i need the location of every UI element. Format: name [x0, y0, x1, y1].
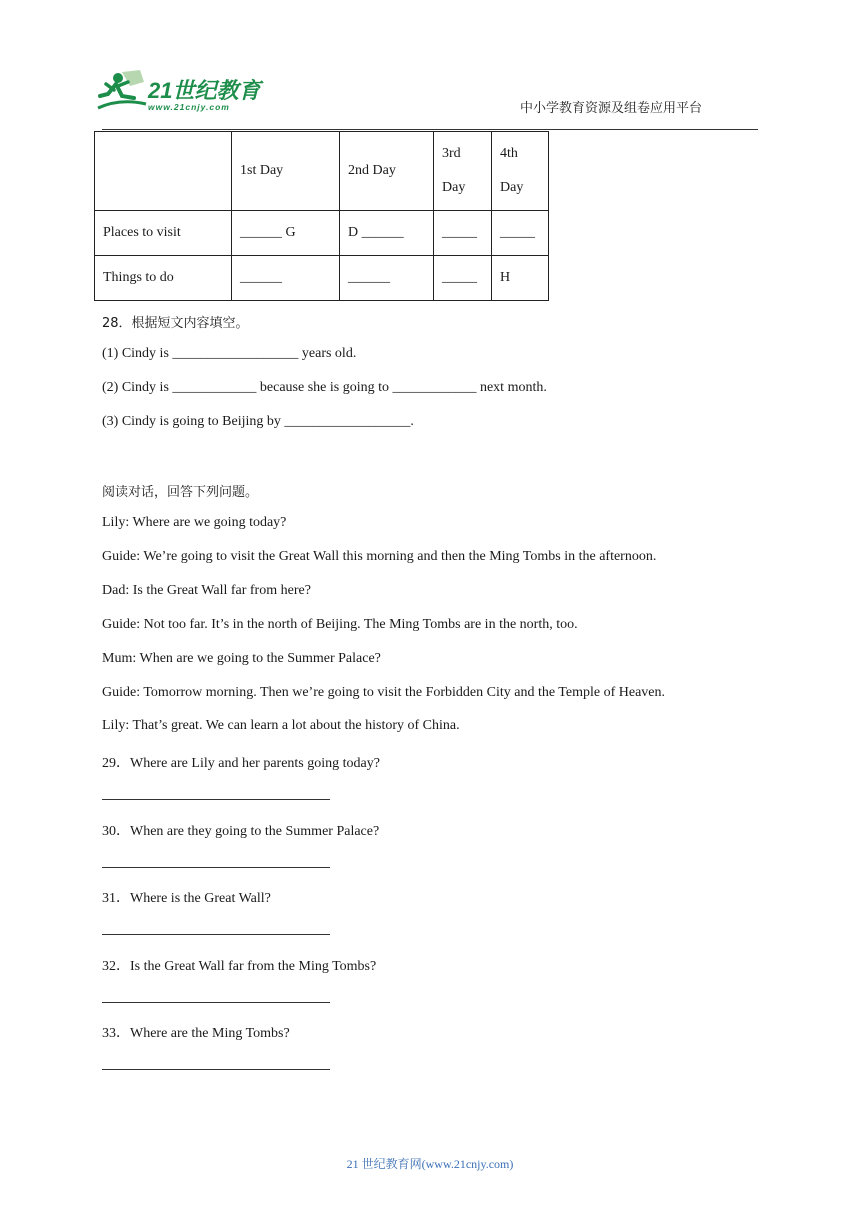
- question-28-item: (2) Cindy is ____________ because she is going to ____________ next month.: [102, 380, 547, 395]
- header-divider: [102, 129, 758, 130]
- site-logo: [96, 68, 266, 116]
- logo-url: www.21cnjy.com: [148, 102, 230, 112]
- runner-logo-icon: [96, 68, 148, 114]
- question-31: 31．Where is the Great Wall?: [102, 891, 271, 906]
- table-cell: _____: [434, 256, 492, 301]
- table-header-cell: [95, 132, 232, 211]
- table-header-cell: 1st Day: [232, 132, 340, 211]
- row-label: Places to visit: [95, 211, 232, 256]
- answer-line-30[interactable]: [102, 867, 330, 868]
- row-label: Things to do: [95, 256, 232, 301]
- table-cell: ______: [340, 256, 434, 301]
- question-33: 33．Where are the Ming Tombs?: [102, 1026, 290, 1041]
- dialogue-line: Mum: When are we going to the Summer Palace?: [102, 651, 381, 666]
- table-header-row: [95, 132, 549, 211]
- question-32: 32．Is the Great Wall far from the Ming Tombs?: [102, 959, 377, 974]
- reading-instruction: 阅读对话，回答下列问题。: [102, 485, 259, 500]
- logo-wordmark: 21世纪教育: [148, 78, 261, 103]
- table-cell: _____: [434, 211, 492, 256]
- table-header-cell: 3rd Day: [434, 132, 492, 211]
- travel-plan-table: [94, 131, 549, 301]
- dialogue-line: Lily: That’s great. We can learn a lot about the history of China.: [102, 718, 460, 733]
- table-cell: H: [492, 256, 549, 301]
- dialogue-line: Lily: Where are we going today?: [102, 515, 287, 530]
- page-header: [0, 0, 860, 135]
- table-cell: ______: [232, 256, 340, 301]
- answer-line-29[interactable]: [102, 799, 330, 800]
- table-header-cell: 4th Day: [492, 132, 549, 211]
- table-header-cell: 2nd Day: [340, 132, 434, 211]
- question-28-item: (3) Cindy is going to Beijing by __________________.: [102, 414, 414, 429]
- dialogue-line: Guide: We’re going to visit the Great Wall this morning and then the Ming Tombs in the afternoon.: [102, 549, 657, 564]
- table-cell: ______ G: [232, 211, 340, 256]
- answer-line-31[interactable]: [102, 934, 330, 935]
- answer-line-32[interactable]: [102, 1002, 330, 1003]
- answer-line-33[interactable]: [102, 1069, 330, 1070]
- table-row: [95, 211, 549, 256]
- page-footer[interactable]: 21 世纪教育网(www.21cnjy.com): [346, 1157, 514, 1171]
- table-cell: _____: [492, 211, 549, 256]
- dialogue-line: Guide: Not too far. It’s in the north of Beijing. The Ming Tombs are in the north, too.: [102, 617, 578, 632]
- dialogue-line: Dad: Is the Great Wall far from here?: [102, 583, 311, 598]
- platform-title: 中小学教育资源及组卷应用平台: [519, 101, 702, 116]
- table-row: [95, 256, 549, 301]
- question-29: 29．Where are Lily and her parents going today?: [102, 756, 380, 771]
- question-28-item: (1) Cindy is __________________ years old.: [102, 346, 357, 361]
- question-30: 30．When are they going to the Summer Palace?: [102, 824, 380, 839]
- dialogue-line: Guide: Tomorrow morning. Then we’re going to visit the Forbidden City and the Temple of Heaven.: [102, 685, 665, 700]
- table-cell: D ______: [340, 211, 434, 256]
- question-28-title: 28．根据短文内容填空。: [102, 316, 249, 331]
